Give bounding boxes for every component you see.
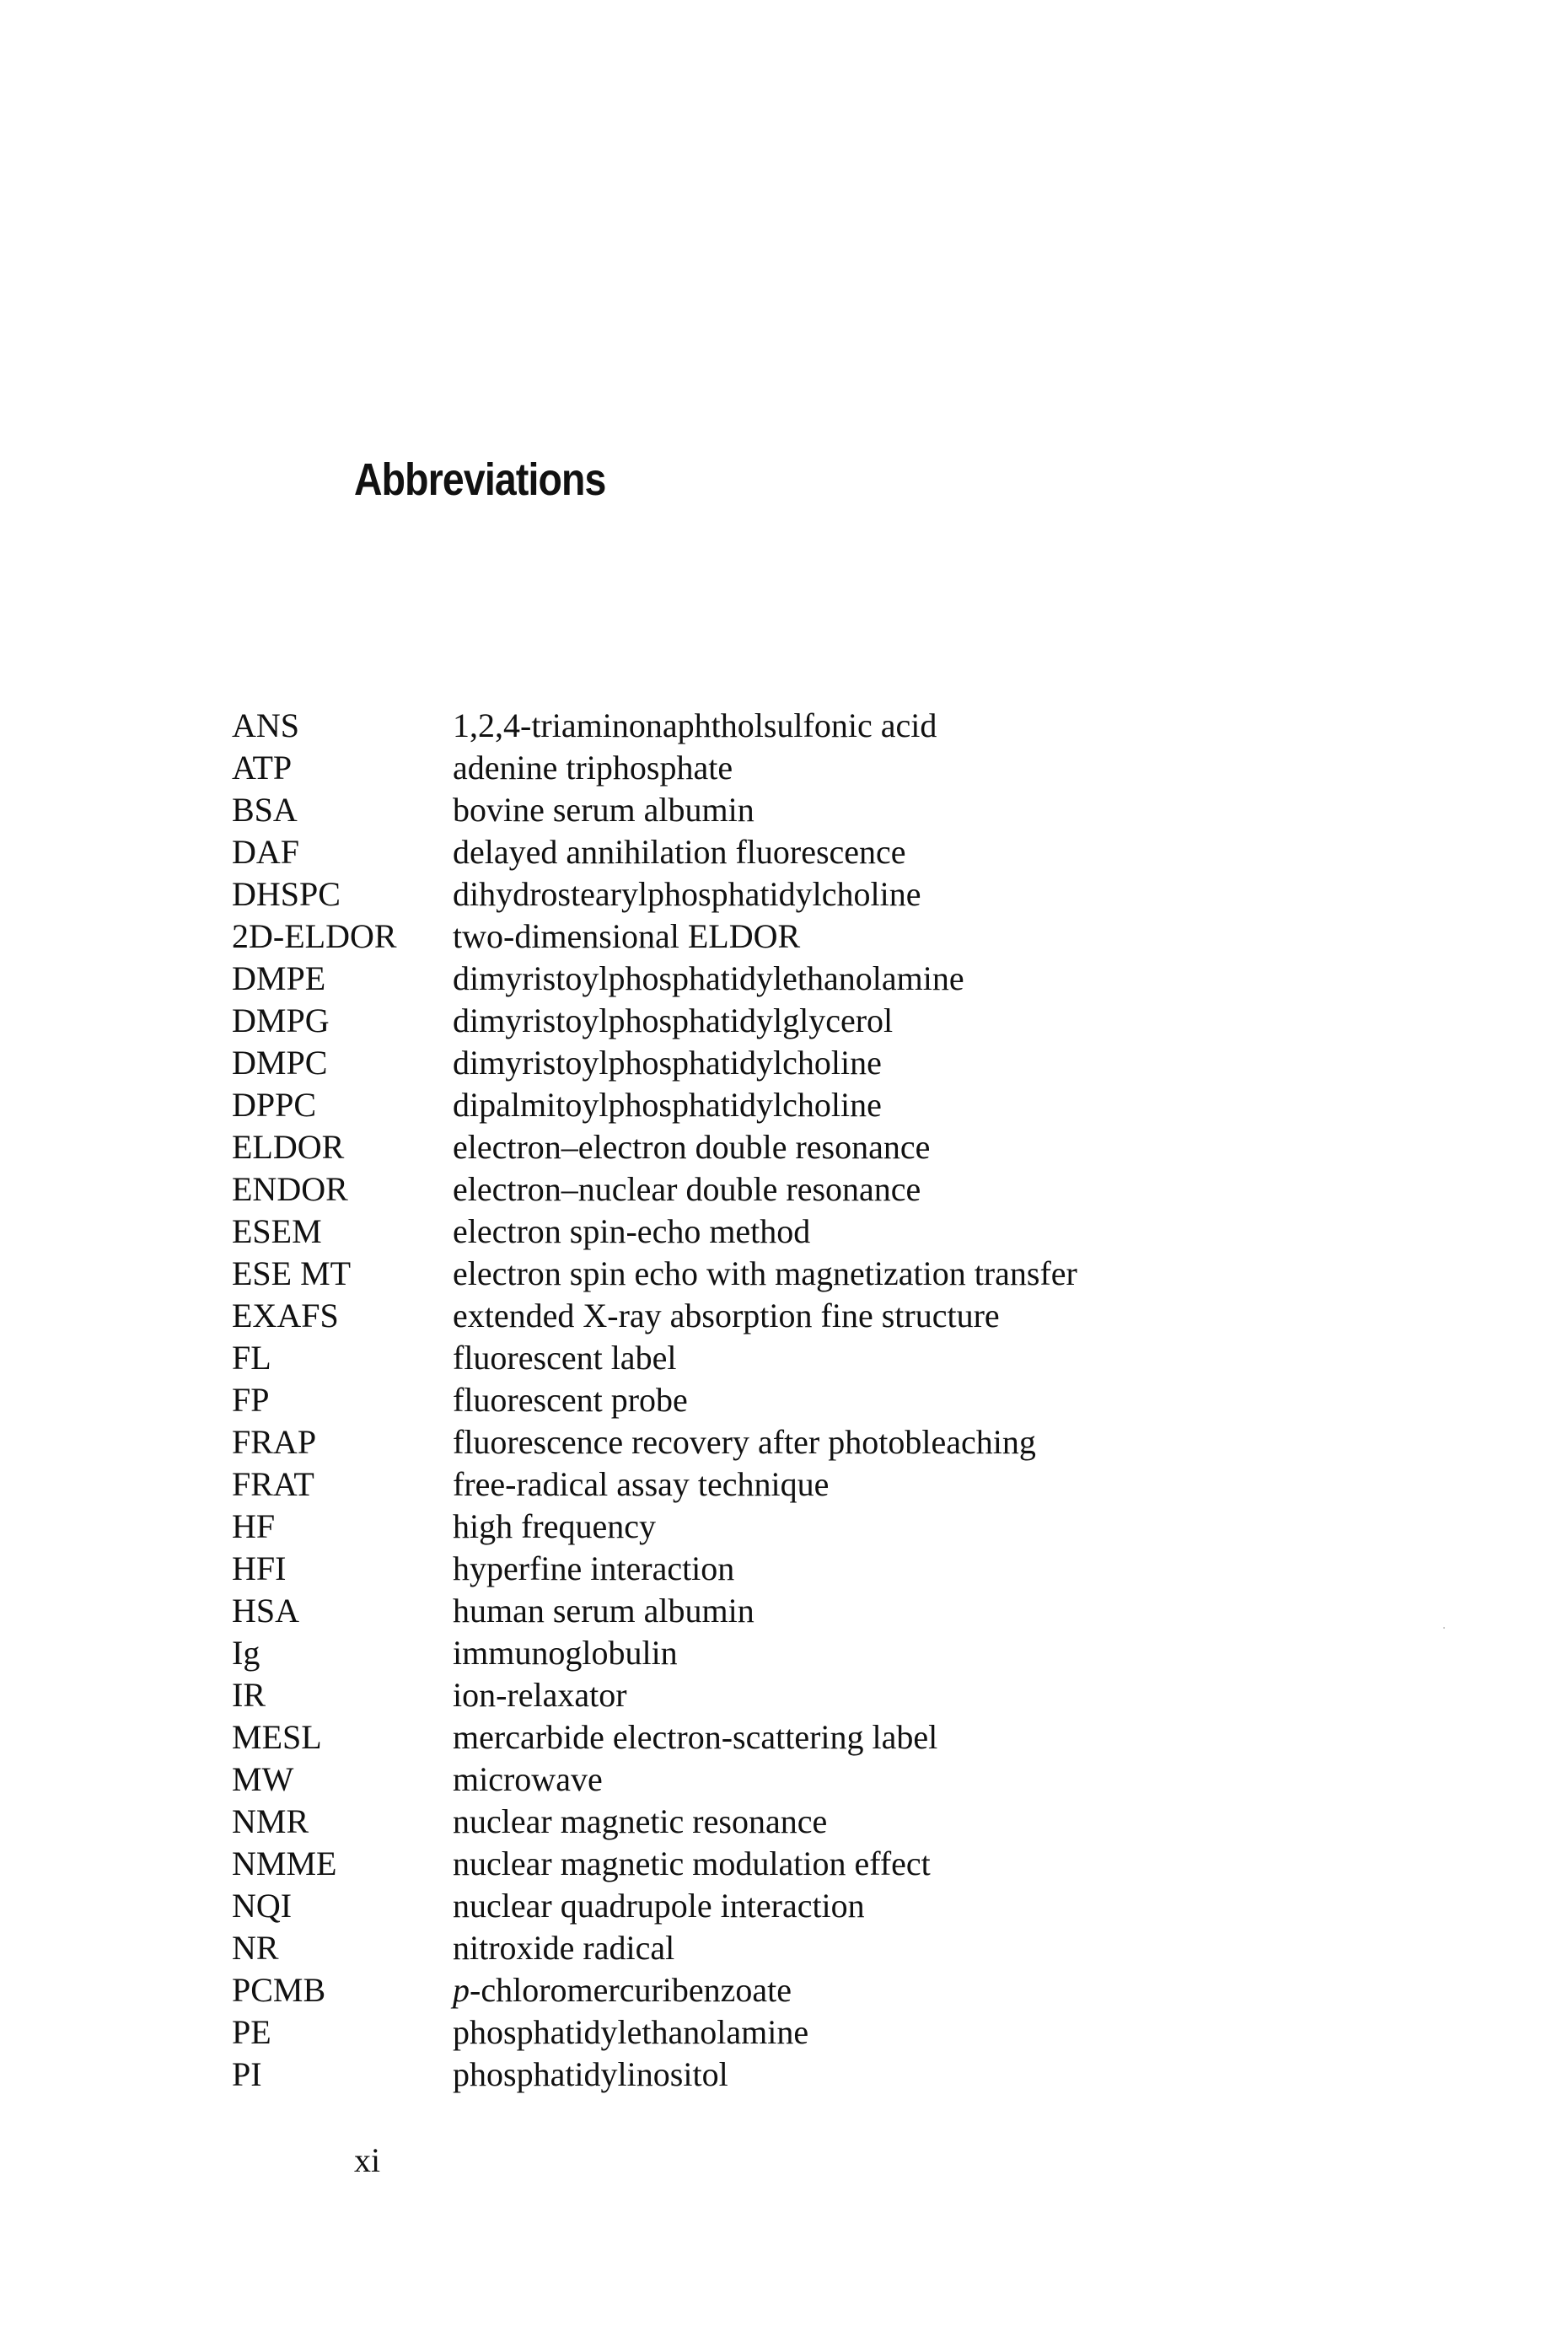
abbreviation-term: ELDOR: [232, 1128, 345, 1166]
abbreviation-term: ATP: [232, 749, 293, 787]
abbreviation-definition: 1,2,4-triaminonaphtholsulfonic acid: [453, 706, 937, 744]
abbreviation-term: HFI: [232, 1549, 287, 1587]
abbreviation-row: [232, 1674, 1454, 1716]
abbreviation-row: [232, 1463, 1454, 1506]
abbreviation-definition: electron–nuclear double resonance: [453, 1170, 921, 1208]
abbreviation-term: DHSPC: [232, 875, 341, 913]
abbreviation-definition: fluorescence recovery after photobleaching: [453, 1423, 1036, 1461]
abbreviation-row: [232, 1716, 1454, 1759]
abbreviation-row: [232, 1632, 1454, 1674]
abbreviation-term: ESEM: [232, 1212, 322, 1250]
abbreviation-row: [232, 1042, 1454, 1084]
abbreviation-definition: immunoglobulin: [453, 1634, 678, 1672]
abbreviation-definition: nuclear quadrupole interaction: [453, 1887, 865, 1925]
abbreviation-term: DMPE: [232, 959, 326, 997]
abbreviation-term: FRAT: [232, 1465, 314, 1503]
abbreviation-definition: ion-relaxator: [453, 1676, 627, 1714]
abbreviation-definition: nuclear magnetic resonance: [453, 1802, 828, 1840]
page-number: xi: [354, 2141, 381, 2179]
abbreviation-definition: electron spin-echo method: [453, 1212, 811, 1250]
abbreviation-row: [232, 1295, 1454, 1337]
abbreviation-row: [232, 1000, 1454, 1042]
abbreviation-definition: electron–electron double resonance: [453, 1128, 931, 1166]
abbreviation-term: Ig: [232, 1634, 260, 1672]
abbreviation-term: FRAP: [232, 1423, 317, 1461]
abbreviation-definition: fluorescent label: [453, 1339, 677, 1377]
abbreviation-definition: [453, 1969, 792, 2011]
abbreviation-definition: hyperfine interaction: [453, 1549, 735, 1587]
abbreviation-term: EXAFS: [232, 1297, 339, 1334]
abbreviation-row: [232, 1801, 1454, 1843]
abbreviation-row: [232, 1168, 1454, 1211]
abbreviation-definition: nuclear magnetic modulation effect: [453, 1845, 931, 1882]
abbreviation-row: [232, 1253, 1454, 1295]
abbreviation-definition: phosphatidylinositol: [453, 2055, 728, 2093]
abbreviation-definition: electron spin echo with magnetization transfer: [453, 1254, 1077, 1292]
abbreviation-term: PI: [232, 2055, 262, 2093]
abbreviation-term: HSA: [232, 1592, 300, 1630]
abbreviation-row: [232, 916, 1454, 958]
abbreviation-definition: bovine serum albumin: [453, 791, 754, 829]
abbreviation-row: [232, 1421, 1454, 1463]
abbreviation-definition: dimyristoylphosphatidylglycerol: [453, 1001, 894, 1039]
abbreviation-row: [232, 789, 1454, 831]
abbreviation-row: [232, 2011, 1454, 2054]
abbreviation-term: NMME: [232, 1845, 337, 1882]
abbreviation-row: [232, 1885, 1454, 1927]
abbreviation-row: [232, 705, 1454, 747]
abbreviation-definition: microwave: [453, 1760, 603, 1798]
abbreviation-row: [232, 1969, 1454, 2011]
abbreviation-term: BSA: [232, 791, 298, 829]
abbreviation-definition: fluorescent probe: [453, 1381, 688, 1419]
abbreviation-term: ENDOR: [232, 1170, 348, 1208]
abbreviation-row: [232, 1084, 1454, 1126]
abbreviation-term: ANS: [232, 706, 300, 744]
abbreviation-definition: mercarbide electron-scattering label: [453, 1718, 938, 1756]
page-title: Abbreviations: [354, 454, 606, 505]
abbreviation-row: [232, 2054, 1454, 2096]
abbreviation-definition: dimyristoylphosphatidylethanolamine: [453, 959, 964, 997]
abbreviation-definition: extended X-ray absorption fine structure: [453, 1297, 1000, 1334]
abbreviation-term: FL: [232, 1339, 271, 1377]
abbreviation-term: MW: [232, 1760, 294, 1798]
abbreviation-definition: human serum albumin: [453, 1592, 754, 1630]
abbreviation-row: [232, 1927, 1454, 1969]
abbreviation-row: [232, 747, 1454, 789]
definition-text: -chloromercuribenzoate: [470, 1971, 792, 2009]
abbreviation-definition: free-radical assay technique: [453, 1465, 830, 1503]
abbreviation-term: DPPC: [232, 1086, 317, 1124]
abbreviation-row: [232, 1211, 1454, 1253]
abbreviation-term: NR: [232, 1929, 279, 1967]
abbreviation-definition: adenine triphosphate: [453, 749, 733, 787]
abbreviation-definition: nitroxide radical: [453, 1929, 675, 1967]
abbreviation-definition: dimyristoylphosphatidylcholine: [453, 1044, 882, 1082]
abbreviation-row: [232, 1379, 1454, 1421]
abbreviation-row: [232, 1548, 1454, 1590]
abbreviation-row: [232, 1590, 1454, 1632]
abbreviation-definition: dihydrostearylphosphatidylcholine: [453, 875, 921, 913]
abbreviation-row: [232, 958, 1454, 1000]
abbreviation-term: PE: [232, 2013, 271, 2051]
abbreviation-term: MESL: [232, 1718, 322, 1756]
abbreviation-row: [232, 1337, 1454, 1379]
abbreviation-term: HF: [232, 1507, 276, 1545]
abbreviation-definition: two-dimensional ELDOR: [453, 917, 801, 955]
abbreviation-row: [232, 1126, 1454, 1168]
abbreviation-definition: delayed annihilation fluorescence: [453, 833, 906, 871]
abbreviation-row: [232, 1843, 1454, 1885]
abbreviation-row: [232, 831, 1454, 873]
abbreviation-term: NMR: [232, 1802, 309, 1840]
abbreviation-row: [232, 873, 1454, 916]
abbreviation-term: FP: [232, 1381, 270, 1419]
abbreviation-list: [232, 705, 1454, 2096]
abbreviation-term: DMPC: [232, 1044, 328, 1082]
abbreviation-row: [232, 1759, 1454, 1801]
abbreviation-term: PCMB: [232, 1971, 326, 2009]
abbreviation-definition: dipalmitoylphosphatidylcholine: [453, 1086, 882, 1124]
abbreviation-definition: phosphatidylethanolamine: [453, 2013, 809, 2051]
abbreviation-term: ESE MT: [232, 1254, 352, 1292]
abbreviation-term: NQI: [232, 1887, 293, 1925]
abbreviation-definition: high frequency: [453, 1507, 657, 1545]
abbreviation-term: DAF: [232, 833, 300, 871]
abbreviation-row: [232, 1506, 1454, 1548]
scan-speck: [1443, 1627, 1445, 1629]
definition-italic-prefix: p: [453, 1971, 470, 2009]
abbreviation-term: 2D-ELDOR: [232, 917, 397, 955]
abbreviation-term: DMPG: [232, 1001, 330, 1039]
abbreviation-term: IR: [232, 1676, 266, 1714]
